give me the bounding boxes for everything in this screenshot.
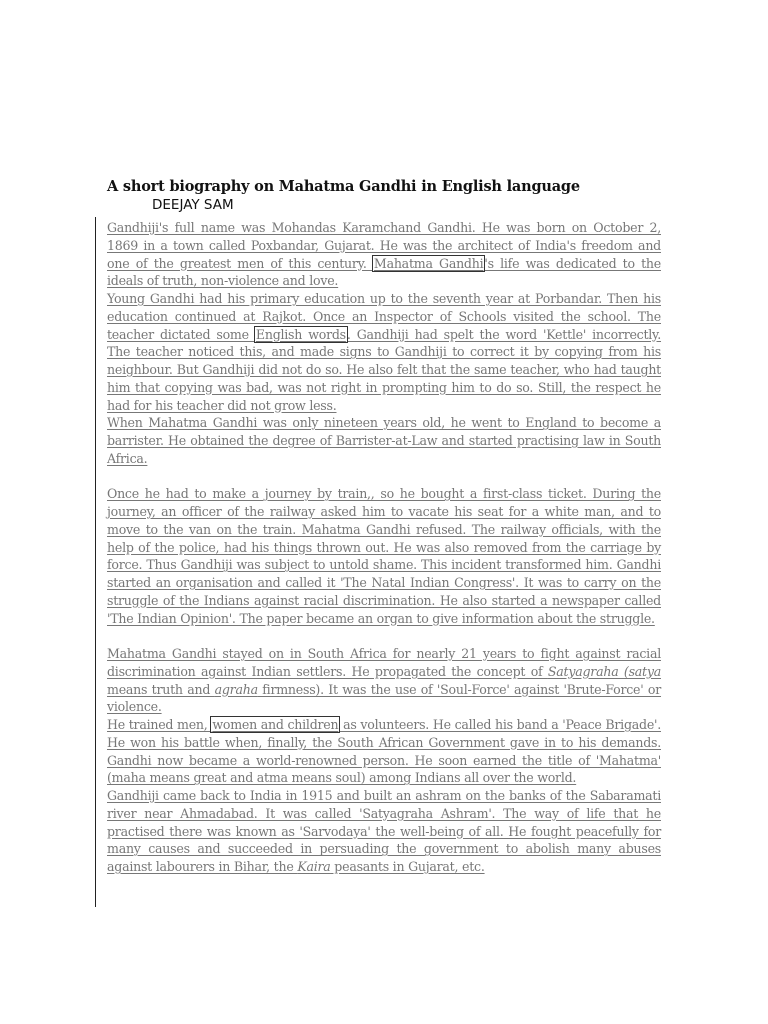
paragraph-text: firmness). It was the use of 'Soul-Force' against 'Brute-Force' or violence. — [107, 681, 662, 715]
tracked-insertion — [107, 646, 661, 714]
document-body — [107, 219, 661, 876]
tracked-insertion — [107, 291, 661, 413]
paragraph-text: Mahatma Gandhi stayed on in South Africa for nearly 21 years to fight against racial discrimination against Indian settlers. He propagated the concept of — [107, 646, 661, 679]
paragraph-4 — [107, 485, 661, 627]
paragraph-2 — [107, 290, 661, 414]
paragraph-text: 's life was dedicated to the ideals of truth, non-violence and love. — [107, 255, 661, 289]
paragraph-5 — [107, 645, 661, 716]
paragraph-text: Young Gandhi had his primary education up to the seventh year at Porbandar. Then his education continued at Rajkot. Once an Inspector of Schools visited the school. The teacher dictated some — [107, 291, 661, 342]
italic-term: Satyagraha (satya — [547, 663, 661, 679]
tracked-insertion — [107, 220, 661, 288]
revision-change-bar — [95, 217, 96, 907]
highlighted-phrase: English words — [255, 326, 346, 342]
paragraph-text: Gandhiji came back to India in 1915 and built an ashram on the banks of the Sabaramati river near Ahmadabad. It was called 'Satyagraha Ashram'. The way of life that he practised there was known as 'Sarvodaya' the well-being of all. He fought peacefully for many causes and succeeded in persuading the government to abolish many abuses against labourers in Bihar, the — [107, 788, 661, 874]
author-name: DEEJAY SAM — [152, 197, 234, 213]
italic-term: Kaira — [297, 859, 331, 874]
tracked-insertion — [107, 717, 661, 785]
paragraph-text: means truth and — [107, 681, 215, 697]
highlighted-phrase: Mahatma Gandhi — [373, 255, 484, 271]
paragraph-text: Gandhiji's full name was Mohandas Karamchand Gandhi. He was born on October 2, 1869 in a town called Poxbandar, Gujarat. He was the architect of India's freedom and one of the greatest men of this century. — [107, 220, 661, 271]
tracked-insertion — [107, 788, 661, 874]
italic-term: agraha — [214, 681, 258, 697]
paragraph-text: Once he had to make a journey by train,, so he bought a first-class ticket. During the journey, an officer of the railway asked him to vacate his seat for a white man, and to move to the van on the train. Mahatma Gandhi refused. The railway officials, with the help of the police, had his things thrown out. He was also removed from the carriage by force. Thus Gandhiji was subject to untold shame. This incident transformed him. Gandhi started an organisation and called it 'The Natal Indian Congress'. It was to carry on the struggle of the Indians against racial discrimination. He also started a newspaper called 'The Indian Opinion'. The paper became an organ to give information about the struggle. — [107, 486, 661, 626]
paragraph-1 — [107, 219, 661, 290]
document-title: A short biography on Mahatma Gandhi in English language — [107, 178, 580, 195]
paragraph-7 — [107, 787, 661, 876]
paragraph-text: as volunteers. He called his band a 'Peace Brigade'. He won his battle when, finally, the South African Government gave in to his demands. Gandhi now became a world-renowned person. He soon earned the title of 'Mahatma' (maha means great and atma means soul) among Indians all over the world. — [107, 717, 661, 786]
paragraph-3 — [107, 414, 661, 467]
paragraph-text: peasants in Gujarat, etc. — [330, 859, 485, 874]
paragraph-6 — [107, 716, 661, 787]
paragraph-text: . Gandhiji had spelt the word 'Kettle' incorrectly. The teacher noticed this, and made signs to Gandhiji to correct it by copying from his neighbour. But Gandhiji did not do so. He also felt that the same teacher, who had taught him that copying was bad, was not right in prompting him to do so. Still, the respect he had for his teacher did not grow less. — [107, 326, 662, 413]
paragraph-text: When Mahatma Gandhi was only nineteen years old, he went to England to become a barrister. He obtained the degree of Barrister-at-Law and started practising law in South Africa. — [107, 415, 661, 466]
highlighted-phrase: women and children — [212, 717, 339, 732]
paragraph-text: He trained men, — [107, 717, 212, 732]
